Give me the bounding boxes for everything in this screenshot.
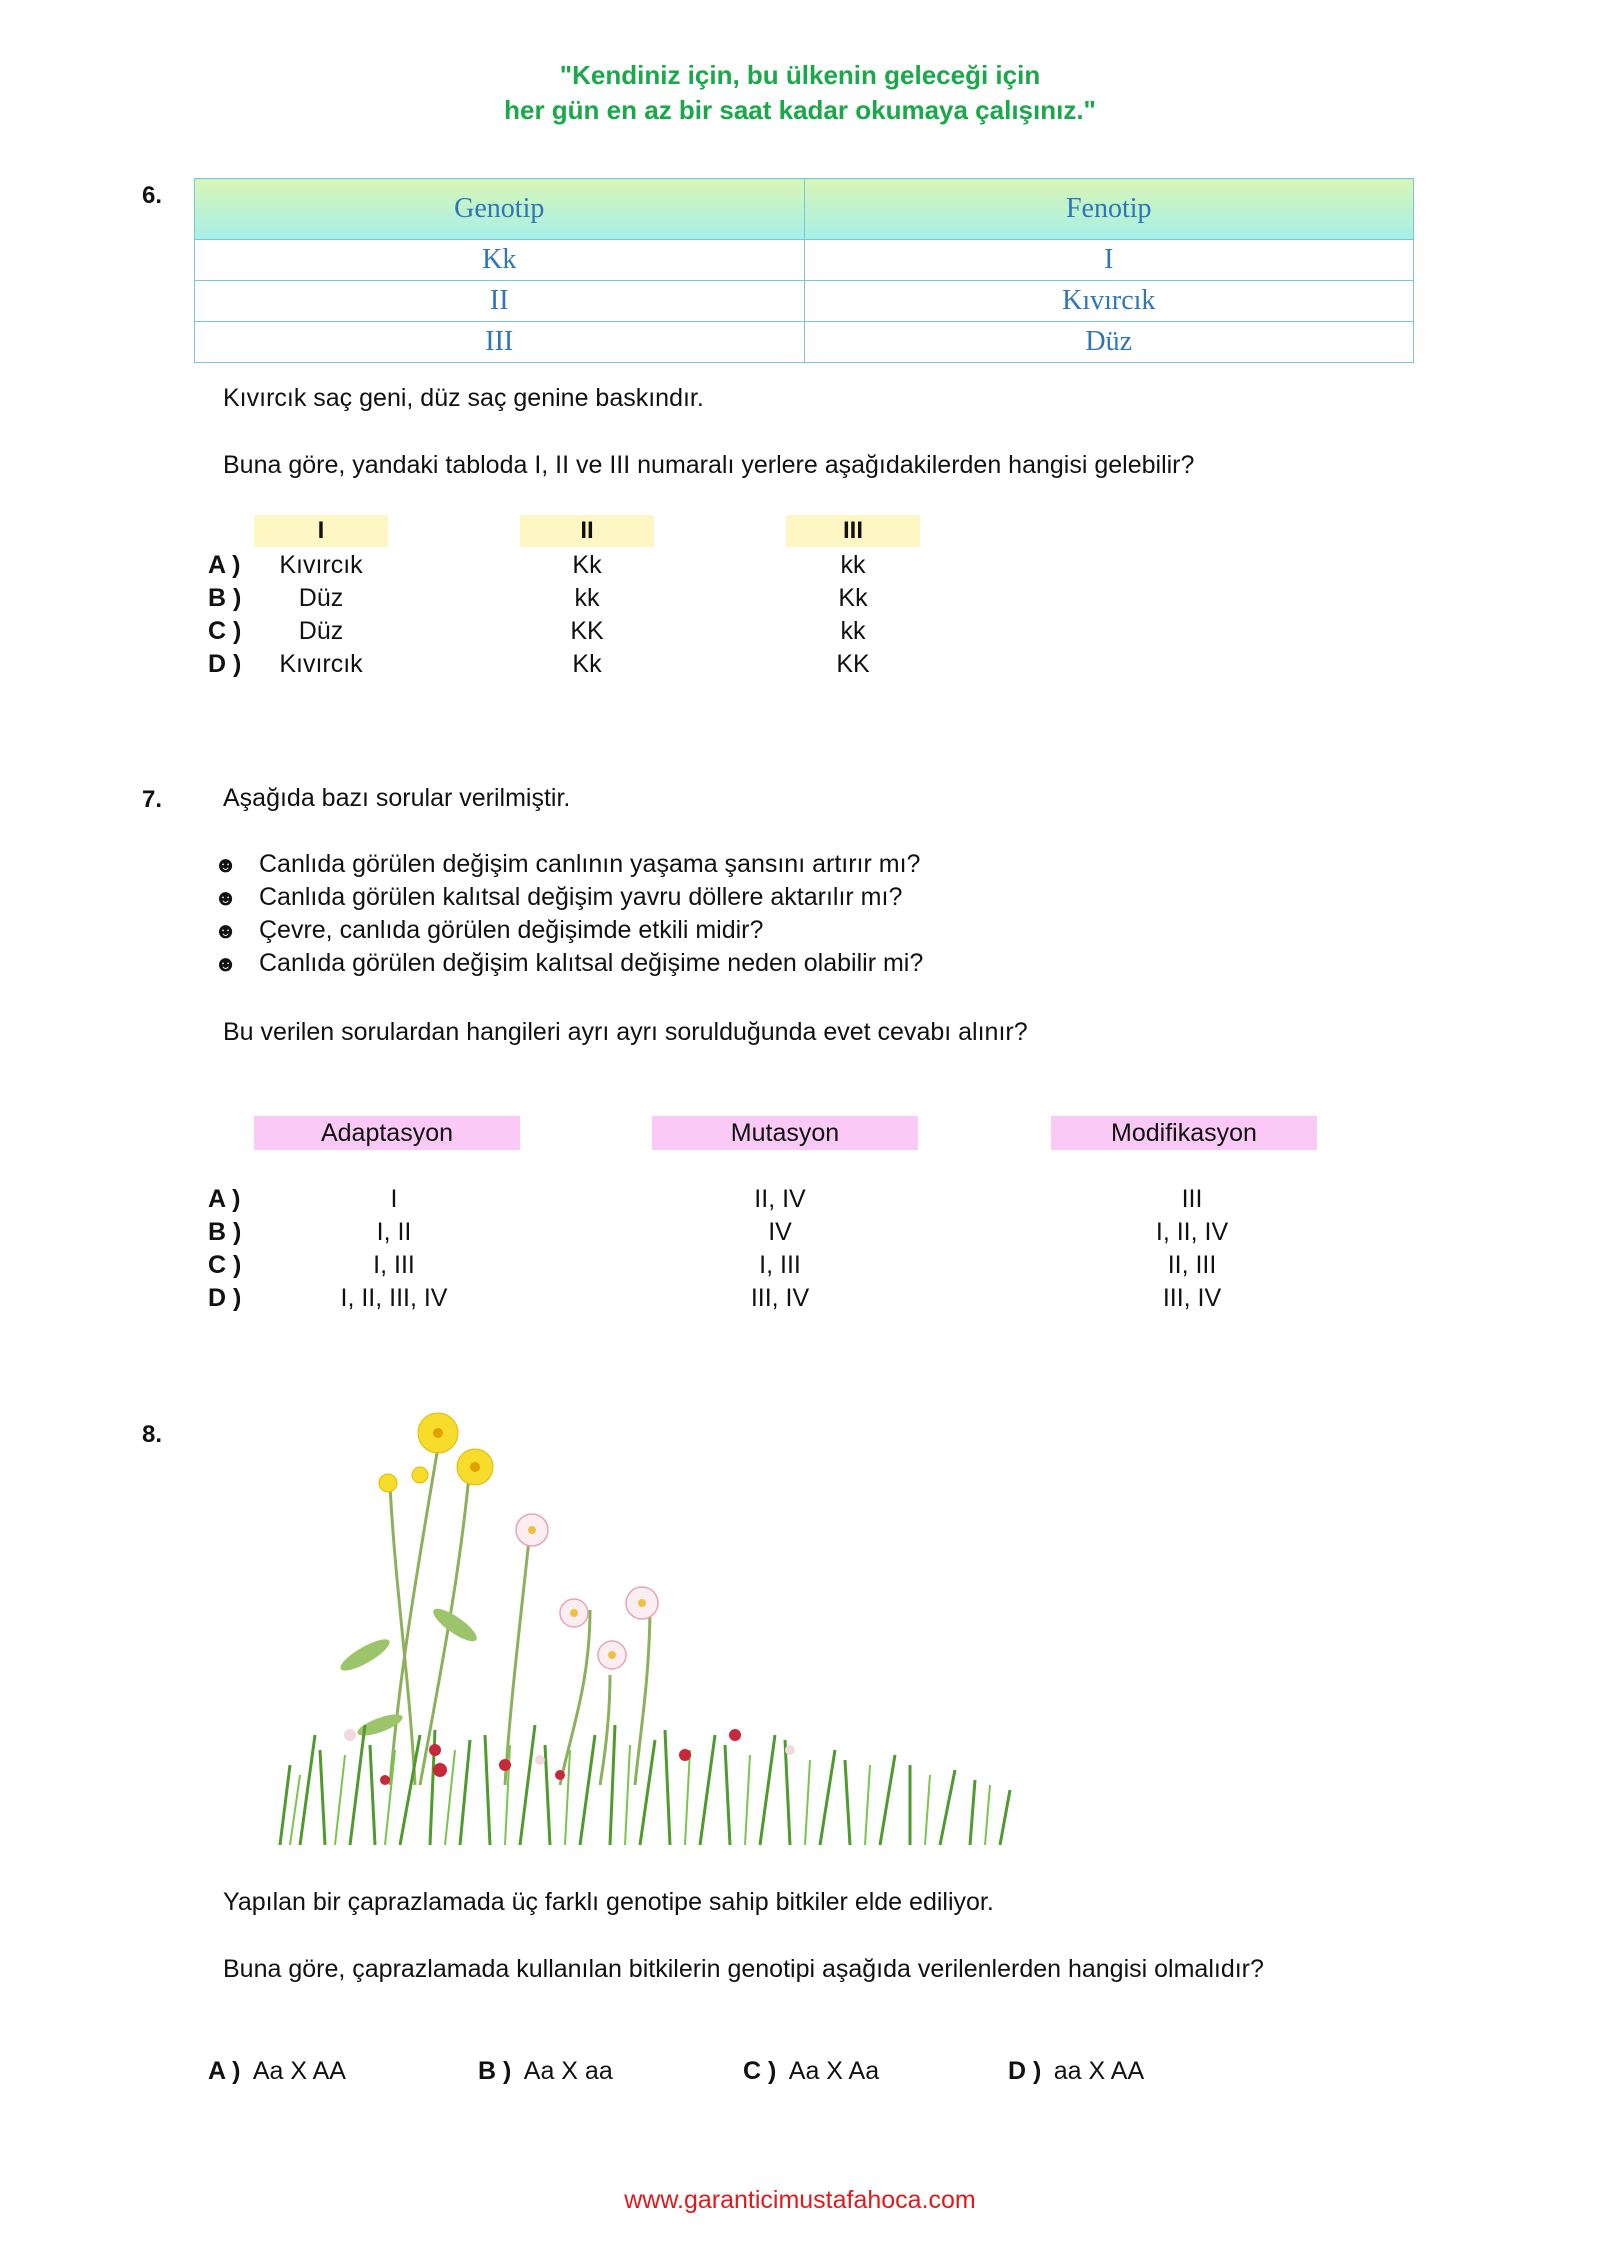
table-cell: I — [804, 240, 1414, 281]
header-line-1: "Kendiniz için, bu ülkenin geleceği için — [559, 60, 1041, 90]
option-label: B ) — [478, 2057, 512, 2085]
option-cell: I, II — [376, 1218, 412, 1246]
header-quote — [0, 58, 1600, 128]
option-cell: kk — [840, 551, 866, 579]
q7-col-header-adaptasyon: Adaptasyon — [254, 1116, 520, 1150]
option-cell: Düz — [298, 617, 344, 645]
table-cell: II — [195, 281, 805, 322]
option-cell: III, IV — [750, 1284, 810, 1312]
q8-statement: Yapılan bir çaprazlamada üç farklı genotipe sahip bitkiler elde ediliyor. — [223, 1888, 994, 1916]
flower-grass-image — [270, 1405, 1050, 1875]
option-label: D ) — [1008, 2057, 1042, 2085]
option-label: B ) — [208, 1218, 242, 1246]
q6-col-header-II: II — [520, 515, 654, 547]
q7-options — [208, 1185, 1408, 1317]
q8-option-a[interactable] — [208, 2057, 408, 2090]
bullet-text: Çevre, canlıda görülen değişimde etkili midir? — [259, 916, 764, 944]
q6-question: Buna göre, yandaki tabloda I, II ve III numaralı yerlere aşağıdakilerden hangisi gelebilir? — [223, 451, 1195, 479]
option-cell: II, IV — [754, 1185, 806, 1213]
list-item — [214, 949, 1114, 982]
q6-col-header-III: III — [786, 515, 920, 547]
genotype-table — [194, 178, 1414, 363]
table-cell: Düz — [804, 322, 1414, 363]
q8-question: Buna göre, çaprazlamada kullanılan bitkilerin genotipi aşağıda verilenlerden hangisi olmalıdır? — [223, 1955, 1264, 1983]
q8-option-d[interactable] — [1008, 2057, 1208, 2090]
option-cell: I, III — [373, 1251, 415, 1279]
list-item — [214, 883, 1114, 916]
q7-option-d[interactable] — [208, 1284, 1408, 1317]
option-label: C ) — [208, 1251, 242, 1279]
option-label: C ) — [208, 617, 242, 645]
q7-option-b[interactable] — [208, 1218, 1408, 1251]
option-value: Aa X Aa — [788, 2057, 880, 2085]
option-cell: IV — [768, 1218, 792, 1246]
option-label: C ) — [743, 2057, 777, 2085]
smiley-bullet-icon: ☻ — [214, 885, 238, 910]
option-cell: III, IV — [1162, 1284, 1222, 1312]
q6-option-b[interactable] — [208, 584, 1008, 617]
bullet-text: Canlıda görülen değişim canlının yaşama şansını artırır mı? — [259, 850, 921, 878]
option-cell: KK — [570, 617, 604, 645]
option-cell: Kk — [572, 551, 602, 579]
table-cell: III — [195, 322, 805, 363]
q7-intro: Aşağıda bazı sorular verilmiştir. — [223, 784, 571, 812]
option-cell: Düz — [298, 584, 344, 612]
table-cell: Kk — [195, 240, 805, 281]
q7-option-a[interactable] — [208, 1185, 1408, 1218]
option-cell: I, II, IV — [1155, 1218, 1229, 1246]
smiley-bullet-icon: ☻ — [214, 852, 238, 877]
question-7-number: 7. — [142, 786, 163, 813]
option-cell: kk — [840, 617, 866, 645]
smiley-bullet-icon: ☻ — [214, 951, 238, 976]
bullet-text: Canlıda görülen değişim kalıtsal değişime neden olabilir mi? — [259, 949, 924, 977]
q6-option-d[interactable] — [208, 650, 1008, 683]
bullet-text: Canlıda görülen kalıtsal değişim yavru döllere aktarılır mı? — [259, 883, 903, 911]
question-8-number: 8. — [142, 1421, 163, 1448]
q7-bullet-list — [214, 850, 1114, 982]
option-value: Aa X AA — [252, 2057, 346, 2085]
table-header-genotip: Genotip — [195, 179, 805, 240]
option-cell: kk — [574, 584, 600, 612]
option-cell: II, III — [1167, 1251, 1217, 1279]
q8-option-b[interactable] — [478, 2057, 678, 2090]
smiley-bullet-icon: ☻ — [214, 918, 238, 943]
table-header-fenotip: Fenotip — [804, 179, 1414, 240]
option-cell: Kk — [572, 650, 602, 678]
option-cell: Kıvırcık — [279, 551, 363, 579]
option-label: D ) — [208, 650, 242, 678]
q6-col-header-I: I — [254, 515, 388, 547]
option-cell: Kk — [838, 584, 868, 612]
footer-url-link[interactable]: www.garanticimustafahoca.com — [624, 2186, 976, 2214]
q7-col-header-mutasyon: Mutasyon — [652, 1116, 918, 1150]
option-cell: I, II, III, IV — [340, 1284, 448, 1312]
option-label: A ) — [208, 2057, 241, 2085]
q6-options — [208, 551, 1008, 683]
option-value: aa X AA — [1053, 2057, 1145, 2085]
table-cell: Kıvırcık — [804, 281, 1414, 322]
list-item — [214, 850, 1114, 883]
option-cell: I, III — [759, 1251, 801, 1279]
header-line-2: her gün en az bir saat kadar okumaya çalışınız." — [504, 95, 1096, 125]
q7-option-c[interactable] — [208, 1251, 1408, 1284]
option-cell: KK — [836, 650, 870, 678]
q7-col-header-modifikasyon: Modifikasyon — [1051, 1116, 1317, 1150]
option-cell: III — [1181, 1185, 1203, 1213]
q6-option-c[interactable] — [208, 617, 1008, 650]
q6-option-a[interactable] — [208, 551, 1008, 584]
q8-option-c[interactable] — [743, 2057, 943, 2090]
option-cell: I — [390, 1185, 398, 1213]
q7-question: Bu verilen sorulardan hangileri ayrı ayrı sorulduğunda evet cevabı alınır? — [223, 1018, 1028, 1046]
option-label: D ) — [208, 1284, 242, 1312]
option-value: Aa X aa — [523, 2057, 613, 2085]
option-label: A ) — [208, 551, 241, 579]
option-label: A ) — [208, 1185, 241, 1213]
list-item — [214, 916, 1114, 949]
option-cell: Kıvırcık — [279, 650, 363, 678]
option-label: B ) — [208, 584, 242, 612]
question-6-number: 6. — [142, 182, 163, 209]
q6-statement: Kıvırcık saç geni, düz saç genine baskındır. — [223, 384, 704, 412]
